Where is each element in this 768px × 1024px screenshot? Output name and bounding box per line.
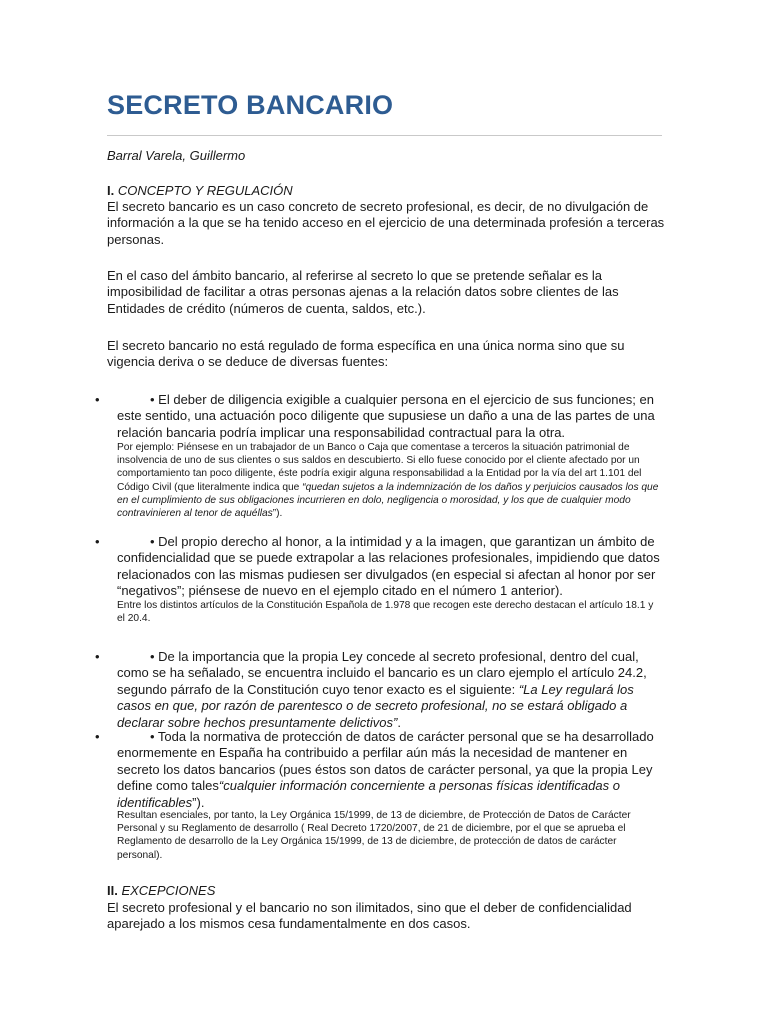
section-2-title: EXCEPCIONES — [117, 883, 216, 898]
list-bullet-4: • — [95, 729, 100, 744]
list-item-3 — [117, 649, 662, 731]
list-item-4-end: ”). — [192, 794, 205, 810]
section-1-title: CONCEPTO Y REGULACIÓN — [114, 183, 293, 198]
list-bullet-3: • — [95, 649, 100, 664]
list-item-1-note-text: Por ejemplo: Piénsese en un trabajador de un Banco o Caja que comentase a terceros la situación patrimonial de insolvencia de uno de sus clientes o sus saldos en descubierto. Si ello fuese conocido por el cliente afectado por un comportamiento tan poco diligente, éste podría exigir alguna responsabilidad a la Entidad por la vía del art 1.101 del Código Civil (que literalmente indica que — [117, 442, 642, 493]
list-item-2-note: Entre los distintos artículos de la Constitución Española de 1.978 que recogen este derecho destacan el artículo 18.1 y el 20.4. — [117, 600, 654, 625]
title-divider — [107, 135, 662, 136]
section-1-heading — [107, 183, 667, 199]
section-1-paragraph-2: En el caso del ámbito bancario, al referirse al secreto lo que se pretende señalar es la imposibilidad de facilitar a otras personas ajenas a la relación datos sobre clientes de las Entidades de crédito (números de cuenta, saldos, etc.). — [107, 268, 619, 316]
list-item-1-note-quote: “quedan sujetos a la indemnización de los daños y perjuicios causados los que en el cumplimiento de sus obligaciones incurrieren en dolo, negligencia o morosidad, y los que de cualquier modo contravinieren al tenor de aquéllas — [117, 481, 659, 520]
list-bullet-2: • — [95, 534, 100, 549]
list-item-3-end: . — [397, 714, 401, 730]
section-2-paragraph-1: El secreto profesional y el bancario no son ilimitados, sino que el deber de confidencialidad aparejado a los mismos cesa fundamentalmente en dos casos. — [107, 900, 632, 932]
document-title: SECRETO BANCARIO — [107, 90, 394, 120]
list-item-4-quote: “cualquier información concerniente a personas físicas identificadas o identificables — [117, 778, 620, 810]
list-item-3-text: • De la importancia que la propia Ley concede al secreto profesional, dentro del cual, como se ha señalado, se encuentra incluido el bancario es un claro ejemplo el artículo 24.2, segundo párrafo de la Constitución cuyo tenor exacto es el siguiente: — [117, 649, 647, 697]
author-name: Barral Varela, Guillermo — [107, 148, 246, 163]
section-2-number: II. — [107, 883, 118, 898]
list-item-4-note: Resultan esenciales, por tanto, la Ley Orgánica 15/1999, de 13 de diciembre, de Protección de Datos de Carácter Personal y su Reglamento de desarrollo ( Real Decreto 1720/2007, de 21 de diciembre, por el que se aprueba el Reglamento de desarrollo de la Ley Orgánica 15/1999, de 13 de diciembre, de protección de datos de carácter personal). — [117, 810, 631, 861]
list-item-1 — [117, 392, 662, 441]
list-item-2 — [117, 534, 662, 600]
section-1-paragraph-1: El secreto bancario es un caso concreto de secreto profesional, es decir, de no divulgación de información a la que se ha tenido acceso en el ejercicio de una determinada profesión a terceras personas. — [107, 199, 665, 247]
list-item-4 — [117, 729, 662, 811]
list-item-1-note — [117, 441, 662, 520]
section-1-number: I. — [107, 183, 115, 198]
list-item-4-text: • Toda la normativa de protección de datos de carácter personal que se ha desarrollado enormemente en España ha contribuido a perfilar aún más la necesidad de mantener en secreto los datos bancarios (pues éstos son datos de carácter personal, ya que la propia Ley define como tales — [117, 729, 654, 794]
list-item-2-text: • Del propio derecho al honor, a la intimidad y a la imagen, que garantizan un ámbito de confidencialidad que se puede extrapolar a las relaciones profesionales, impidiendo que datos relacionados con las mismas pudiesen ser divulgados (en especial si afectan al honor por ser “negativos”; piénsese de nuevo en el ejemplo citado en el número 1 anterior). — [117, 534, 660, 599]
list-item-1-note-end: ”). — [272, 508, 283, 520]
section-2-heading — [107, 883, 667, 899]
list-item-3-quote: “La Ley regulará los casos en que, por razón de parentesco o de secreto profesional, no se estará obligado a declarar sobre hechos presuntamente delictivos” — [117, 681, 634, 730]
list-bullet-1: • — [95, 392, 100, 407]
list-item-1-text: • El deber de diligencia exigible a cualquier persona en el ejercicio de sus funciones; en este sentido, una actuación poco diligente que supusiese un daño a una de las partes de una relación bancaria podría implicar una responsabilidad contractual para la otra. — [117, 392, 655, 440]
section-1-paragraph-3: El secreto bancario no está regulado de forma específica en una única norma sino que su vigencia deriva o se deduce de diversas fuentes: — [107, 338, 625, 370]
